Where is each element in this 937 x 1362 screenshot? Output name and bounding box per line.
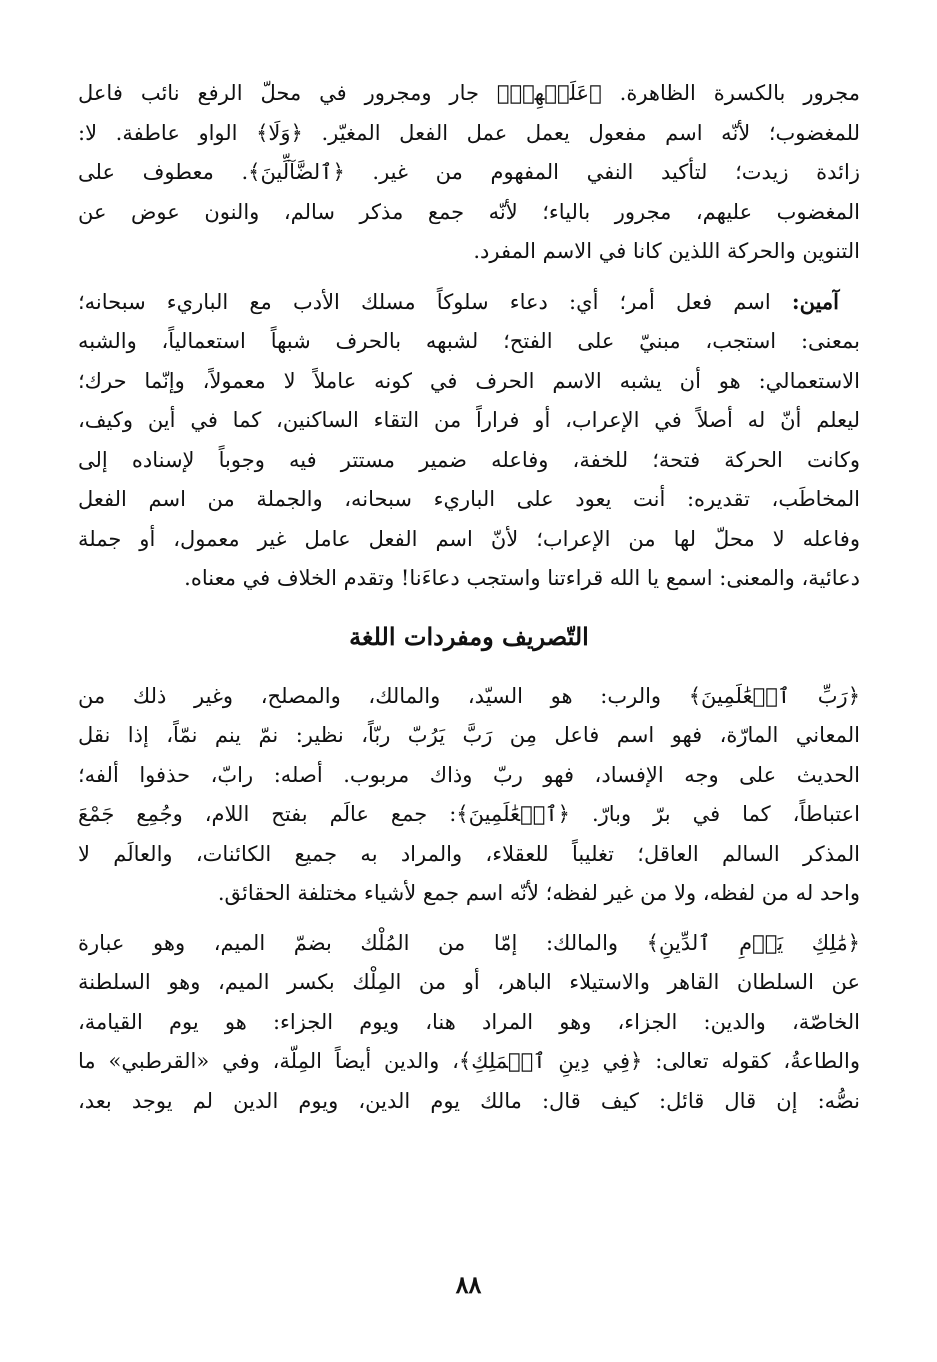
- text-line: [78, 282, 860, 323]
- text-line: زائدة زيدت؛ لتأكيد النفي المفهوم من غير. ﴿ٱلضَّآلِّينَ﴾. معطوف على: [78, 160, 860, 184]
- text-line: المغضوب عليهم، مجرور بالياء؛ لأنّه جمع مذكر سالم، والنون عوض عن: [78, 199, 860, 224]
- page-body: [78, 74, 860, 1131]
- text-line: وكانت الحركة فتحة؛ للخفة، وفاعله ضمير مستتر فيه وجوباً لإسناده إلى: [78, 447, 860, 472]
- paragraph-lead-word: آمين:: [791, 288, 839, 314]
- section-heading: التّصريف ومفردات اللغة: [349, 621, 589, 651]
- text-line: الاستعمالي: هو أن يشبه الاسم الحرف في كونه عاملاً لا معمولاً، وإنّما حرك؛: [78, 368, 860, 393]
- paragraph-amin: [78, 282, 860, 599]
- text-line: المخاطَب، تقديره: أنت يعود على الباريء سبحانه، والجملة من اسم الفعل: [78, 487, 860, 511]
- text-line: نصُّه: إن قال قائل: كيف قال: مالك يوم الدين، ويوم الدين لم يوجد بعد،: [78, 1088, 860, 1113]
- text-line: المعاني المارّة، فهو اسم فاعل مِن رَبَّ يَرُبّ ربّاً، نظير: نمّ ينم نمّاً، إذا نقل: [78, 723, 860, 747]
- text-line: الخاصّة، والدين: الجزاء، وهو المراد هنا، ويوم الجزاء: هو يوم القيامة،: [78, 1009, 860, 1034]
- paragraph-i-rab-continuation: [78, 74, 860, 272]
- text-line: مجرور بالكسرة الظاهرة. ﴿عَلَيۡهِمۡ﴾ جار ومجرور في محلّ الرفع نائب فاعل: [78, 81, 860, 105]
- text-line: عن السلطان القاهر والاستيلاء الباهر، أو من المِلْك بكسر الميم، وهو السلطنة: [78, 970, 860, 994]
- text-line: واحد له من لفظه، ولا من غير لفظه؛ لأنّه اسم جمع لأشياء مختلفة الحقائق.: [217, 881, 860, 905]
- text-line: دعائية، والمعنى: اسمع يا الله قراءتنا واستجب دعاءَنا! وتقدم الخلاف في معناه.: [184, 566, 860, 590]
- text-line: التنوين والحركة اللذين كانا في الاسم المفرد.: [473, 239, 860, 263]
- page-number: ٨٨: [455, 1270, 482, 1299]
- text-line: وفاعله لا محلّ لها من الإعراب؛ لأنّ اسم الفعل عامل غير معمول، أو جملة: [78, 526, 860, 551]
- text-segment: اسم فعل أمر؛ أي: دعاء سلوكاً مسلك الأدب مع الباريء سبحانه؛: [78, 289, 771, 314]
- paragraph-malik-yawm-al-din: [78, 924, 860, 1122]
- text-line: للمغضوب؛ لأنّه اسم مفعول يعمل عمل الفعل المغيّر. ﴿وَلَا﴾ الواو عاطفة. لا:: [78, 120, 860, 145]
- text-line: ﴿مَٰلِكِ يَوۡمِ ٱلدِّينِ﴾ والمالك: إمّا من المُلْك بضمّ الميم، وهو عبارة: [78, 930, 860, 955]
- text-line: المذكر السالم العاقل؛ تغليباً للعقلاء، والمراد به جميع الكائنات، والعالَم لا: [78, 841, 860, 866]
- text-line: الحديث على وجه الإفساد، فهو ربّ وذاك مربوب. أصله: رابّ، حذفوا ألفه؛: [78, 762, 860, 787]
- text-line: ليعلم أنّ له أصلاً في الإعراب، أو فراراً من التقاء الساكنين، كما في أين وكيف،: [78, 408, 860, 432]
- text-line: ﴿رَبِّ ٱلۡعَٰلَمِينَ﴾ والرب: هو السيّد، والمالك، والمصلح، وغير ذلك من: [78, 683, 860, 708]
- text-line: والطاعةُ، كقوله تعالى: ﴿فِي دِينِ ٱلۡمَلِكِ﴾، والدين أيضاً المِلّة، وفي «القرطبي» ما: [78, 1049, 860, 1073]
- text-line: اعتباطاً، كما في برّ وبارّ. ﴿ٱلۡعَٰلَمِينَ﴾: جمع عالَم بفتح اللام، وجُمِع جَمْعَ: [78, 802, 860, 826]
- paragraph-rabb-al-alamin: [78, 677, 860, 914]
- text-line: بمعنى: استجب، مبنيّ على الفتح؛ لشبهه بالحرف شبهاً استعمالياً، والشبه: [78, 329, 860, 353]
